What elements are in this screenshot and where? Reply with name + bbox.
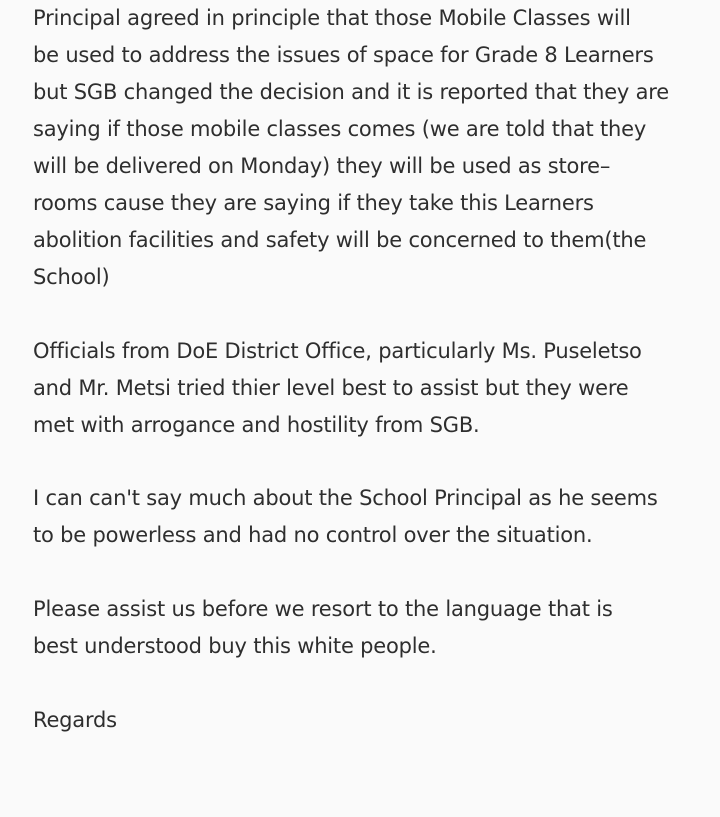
- paragraph-mobile-classes: Principal agreed in principle that those Mobile Classes will be used to address the issues of space for Grade 8 Learners but SGB changed the decision and it is reported that they are saying if those mobile classes comes (we are told that they will be delivered on Monday) they will be used as store– rooms cause they are saying if they take this Learners abolition facilities and safety will be concerned to them(the School): [33, 6, 669, 289]
- closing-regards: Regards: [33, 708, 117, 732]
- paragraph-request-assistance: Please assist us before we resort to the language that is best understood buy this white people.: [33, 597, 613, 658]
- paragraph-school-principal: I can can't say much about the School Principal as he seems to be powerless and had no control over the situation.: [33, 486, 658, 547]
- paragraph-doe-officials: Officials from DoE District Office, particularly Ms. Puseletso and Mr. Metsi tried thier level best to assist but they were met with arrogance and hostility from SGB.: [33, 339, 642, 437]
